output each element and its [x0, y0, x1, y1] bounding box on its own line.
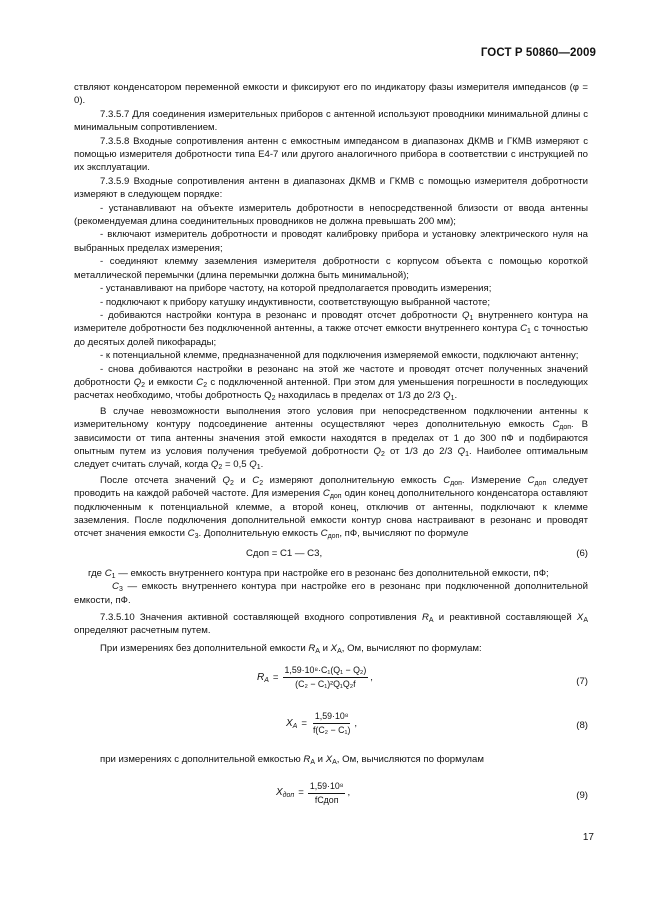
equation-9-numerator: 1,59·10⁸ — [308, 781, 346, 794]
equation-6-expression: Сдоп = С1 — С3, — [246, 547, 323, 559]
equation-9: $X_{доп}$ = $\frac{\text{1,59·10⁸}}{\text{fCдоп}}$ , (9) — [276, 780, 588, 805]
paragraph-7-3-5-9: 7.3.5.9 Входные сопротивления антенн в диапазонах ДКМВ и ГКМВ с помощью измерителя добротности измеряют в следующем порядке: — [74, 175, 588, 201]
equation-8-numerator: 1,59·10⁸ — [313, 711, 351, 724]
page-number: 17 — [582, 832, 594, 843]
paragraph-with-additional: при измерениях с дополнительной емкостью $R_А$ и $X_А$, Ом, вычисляются по формулам — [100, 754, 484, 767]
list-item: - включают измеритель добротности и проводят калибровку прибора и установку электрического нуля на выбранных пределах измерения; — [74, 229, 588, 254]
list-item: - устанавливают на приборе частоту, на которой предполагается проводить измерения; — [100, 283, 492, 295]
where-c3: $C_3$ — емкость внутреннего контура при настройке его в резонанс при подключенной дополнительной емкости, пФ. — [74, 581, 588, 606]
where-c1: где $C_1$ — емкость внутреннего контура при настройке его в резонанс без дополнительной емкости, пФ; — [88, 567, 549, 580]
paragraph-continuation: ствляют конденсатором переменной емкости и фиксируют его по индикатору фазы измерителя импеданcов (φ = 0). — [74, 82, 588, 107]
equation-7-numerator: 1,59·10⁸·C₁(Q₁ − Q₂) — [283, 665, 369, 678]
document-header: ГОСТ Р 50860—2009 — [480, 47, 596, 59]
equation-8: $X_А$ = $\frac{\text{1,59·10⁸}}{\text{f(C₂ − C₁)}}$ , (8) — [286, 711, 588, 736]
equation-8-number: (8) — [576, 720, 588, 732]
equation-6-number: (6) — [576, 547, 588, 559]
paragraph-7-3-5-8: 7.3.5.8 Входные сопротивления антенн с емкостным импедансом в диапазонах ДКМВ и ГКМВ измеряют с помощью измерителя добротности типа Е4-7 или другого аналогичного прибора в соответствии с инструкцией по их эксплуатации. — [74, 135, 588, 174]
paragraph-7-3-5-7: 7.3.5.7 Для соединения измерительных приборов с антенной используют проводники минимальной длины с минимальным сопротивлением. — [74, 108, 588, 134]
list-item: - устанавливают на объекте измеритель добротности в непосредственной близости от ввода антенны (рекомендуемая длина соединительных проводников не должна превышать 200 мм); — [74, 202, 588, 228]
list-item: - соединяют клемму заземления измерителя добротности с корпусом объекта с помощью короткой металлической перемычки (длина перемычки должна быть минимальной); — [74, 256, 588, 281]
list-item: - подключают к прибору катушку индуктивности, соответствующую выбранной частоте; — [100, 296, 491, 308]
list-item: - снова добиваются настройки в резонанс на этой же частоте и проводят отсчет полученных значений добротности $Q_2$ и емкости $C_2$ с подключенной антенной. При этом для уменьшения погрешности в последующих расчетах необходимо, чтобы добротность $Q_2$ находилась в пределах от 1/3 до 2/3 $Q_1$. — [74, 363, 588, 403]
equation-7-denominator: (C₂ − C₁)²Q₁Q₂f — [295, 679, 356, 690]
paragraph-capacitance-condition: В случае невозможности выполнения этого условия при непосредственном подключении антенны к измерительному контуру подсоединение антенны осуществляют через дополнительную емкость $C_{доп}$. В зависимости от типа антенны значения этой емкости находятся в пределах от 1 до 300 пФ и подбираются опытным путем из условия получения требуемой добротности $Q_2$ от 1/3 до 2/3 $Q_1$. Наиболее оптимальным следует считать случай, когда $Q_2 = 0,5$ $Q_1$. — [74, 405, 588, 472]
paragraph-no-additional: При измерениях без дополнительной емкости $R_А$ и $X_А$, Ом, вычисляют по формулам: — [100, 642, 482, 655]
equation-7: $R_А$ = $\frac{\text{1,59·10⁸·C₁(Q₁ − Q₂)}}{\text{(C₂ − C₁)²Q₁Q₂f}}$ , (7) — [257, 665, 588, 690]
list-item: - к потенциальной клемме, предназначенной для подключения измеряемой емкости, подключают антенну; — [100, 350, 579, 362]
paragraph-additional-capacitance: После отсчета значений $Q_2$ и $C_2$ измеряют дополнительную емкость $C_{доп}$. Измерение $C_{доп}$ следует проводить на каждой рабочей частоте. Для измерения $C_{доп}$ один конец дополнительного конденсатора оставляют подключенным к потенциальной клемме, а второй конец, отключив от антенны, подключают к клемме заземления. После подключения дополнительной емкости контур снова настраивают в резонанс и проводят отсчет значения емкости $C_3$. Дополнительную емкость $C_{доп}$, пФ, вычисляют по формуле — [74, 474, 589, 541]
equation-6 — [74, 547, 588, 561]
equation-7-number: (7) — [576, 676, 588, 688]
list-item: - добиваются настройки контура в резонанс и проводят отсчет добротности $Q_1$ внутреннего контура на измерителе добротности без подключенной антенны, а также отсчет емкости внутреннего контура $C_1$ с точностью до десятых долей пикофарады; — [74, 309, 588, 348]
equation-9-number: (9) — [576, 789, 588, 801]
equation-9-denominator: fCдоп — [314, 794, 339, 805]
equation-8-denominator: f(C₂ − C₁) — [312, 725, 351, 736]
page-body — [74, 81, 588, 821]
paragraph-7-3-5-10: 7.3.5.10 Значения активной составляющей входного сопротивления $R_А$ и реактивной составляющей $X_А$ определяют расчетным путем. — [74, 612, 588, 637]
